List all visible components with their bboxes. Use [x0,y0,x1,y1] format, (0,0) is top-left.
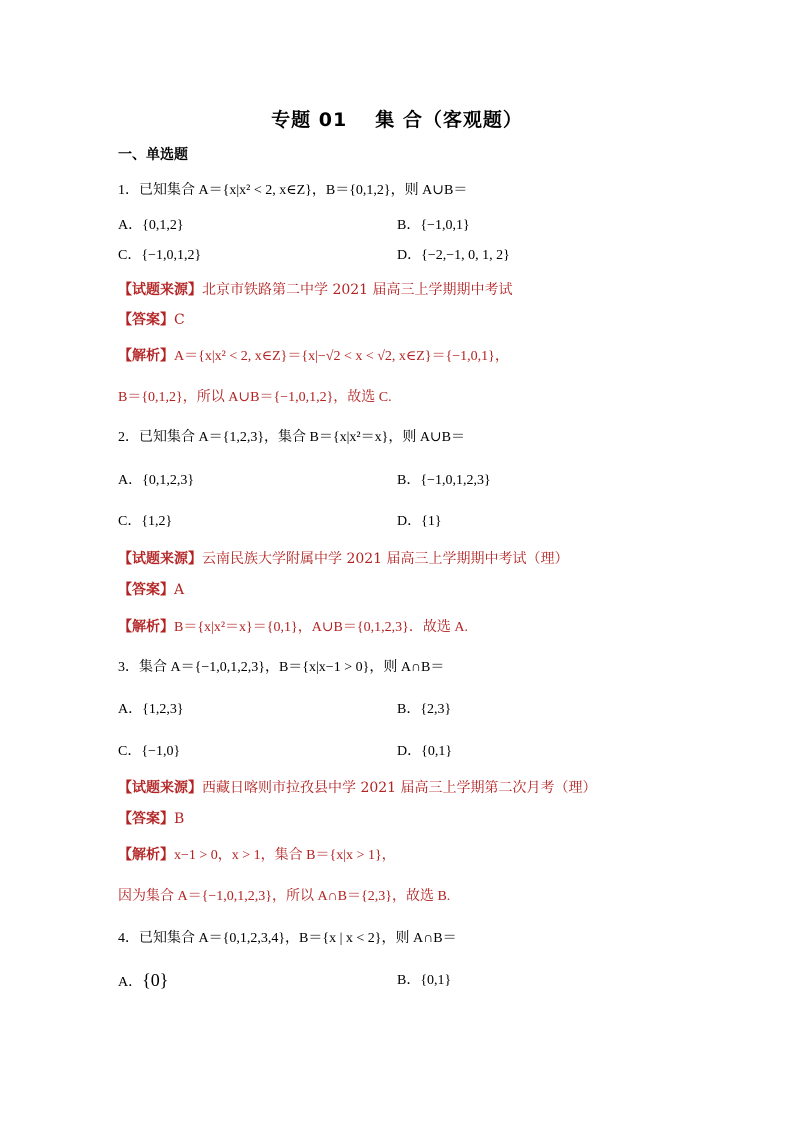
option-a-set: {0} [142,970,169,990]
q1-answer [118,310,185,330]
q3-analysis [118,845,396,866]
q4-stem: 4．已知集合 A＝{0,1,2,3,4}，B＝{x | x < 2}，则 A∩B＝ [118,931,457,946]
q1-analysis [118,346,509,367]
q3-source [118,778,597,798]
q3-option-b: B．{2,3} [397,702,452,717]
q1-stem: 1．已知集合 A＝{x|x² < 2, x∈Z}，B＝{0,1,2}，则 A∪B＝ [118,183,468,198]
q3-option-d: D．{0,1} [397,744,453,759]
q3-option-a: A．{1,2,3} [118,702,184,717]
q2-option-c: C．{1,2} [118,514,173,529]
source-tag: 【试题来源】 [118,282,202,298]
q1-option-a: A．{0,1,2} [118,218,184,233]
q2-stem: 2．已知集合 A＝{1,2,3}，集合 B＝{x|x²＝x}，则 A∪B＝ [118,430,466,445]
answer-tag: 【答案】 [118,582,174,598]
q3-option-c: C．{−1,0} [118,744,181,759]
title-sub: 集 合（客观题） [375,109,523,131]
q2-analysis [118,617,468,638]
answer-text: C [174,312,185,328]
q1-source [118,280,513,300]
title-main: 专题 01 [271,109,348,131]
q2-option-d: D．{1} [397,514,442,529]
q2-source [118,549,569,569]
q3-stem: 3．集合 A＝{−1,0,1,2,3}，B＝{x|x−1 > 0}，则 A∩B＝ [118,660,445,675]
answer-text: A [174,582,185,598]
source-tag: 【试题来源】 [118,780,202,796]
analysis-text: A＝{x|x² < 2, x∈Z}＝{x|−√2 < x < √2, x∈Z}＝{−1,0,1}， [174,349,509,364]
source-tag: 【试题来源】 [118,551,202,567]
q2-option-a: A．{0,1,2,3} [118,473,195,488]
source-text: 云南民族大学附属中学 2021 届高三上学期期中考试（理） [202,551,569,567]
q4-option-b: B．{0,1} [397,973,452,988]
option-a-prefix: A． [118,975,143,990]
page-title [0,105,794,132]
analysis-text: x−1 > 0，x > 1，集合 B＝{x|x > 1}， [174,848,396,863]
analysis-text: B＝{x|x²＝x}＝{0,1}，A∪B＝{0,1,2,3}．故选 A. [174,620,468,635]
q1-option-d: D．{−2,−1, 0, 1, 2} [397,248,510,263]
answer-tag: 【答案】 [118,811,174,827]
source-text: 北京市铁路第二中学 2021 届高三上学期期中考试 [202,282,513,298]
q3-analysis-cont: 因为集合 A＝{−1,0,1,2,3}，所以 A∩B＝{2,3}，故选 B. [118,889,451,904]
q1-option-c: C．{−1,0,1,2} [118,248,202,263]
answer-tag: 【答案】 [118,312,174,328]
q1-option-b: B．{−1,0,1} [397,218,470,233]
q2-answer [118,580,184,600]
analysis-tag: 【解析】 [118,619,174,635]
analysis-tag: 【解析】 [118,847,174,863]
q1-analysis-cont: B＝{0,1,2}，所以 A∪B＝{−1,0,1,2}，故选 C. [118,390,392,405]
section-heading: 一、单选题 [118,147,188,163]
q4-option-a [118,970,168,993]
q3-answer [118,809,184,829]
answer-text: B [174,811,185,827]
q2-option-b: B．{−1,0,1,2,3} [397,473,491,488]
source-text: 西藏日喀则市拉孜县中学 2021 届高三上学期第二次月考（理） [202,780,597,796]
analysis-tag: 【解析】 [118,348,174,364]
